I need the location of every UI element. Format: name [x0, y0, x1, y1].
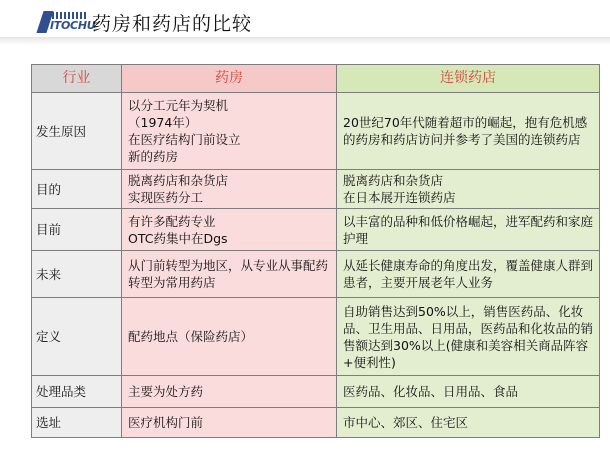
table-row [32, 376, 600, 408]
row-chain-cell [337, 298, 600, 376]
pharmacy-text-line: 医疗机构门前 [128, 415, 204, 430]
pharmacy-text-line: 从门前转型为地区，从专业从事配药转型为常用药店 [128, 258, 329, 290]
table-body [32, 93, 600, 438]
row-category-cell: 目的 [32, 170, 122, 209]
row-pharmacy-cell [122, 209, 337, 251]
chain-text-line: 在日本展开连锁药店 [343, 190, 456, 205]
row-category-cell: 未来 [32, 251, 122, 298]
pharmacy-text-line: 新的药房 [128, 149, 179, 164]
row-pharmacy-cell [122, 408, 337, 438]
table-row [32, 170, 600, 209]
row-chain-cell [337, 376, 600, 408]
chain-text-line: 20世纪70年代随着超市的崛起，抱有危机感的药房和药店访问并参考了美国的连锁药店 [343, 115, 588, 147]
pharmacy-text-line: （1974年） [128, 115, 198, 130]
chain-text-line: 以丰富的品种和低价格崛起，进军配药和家庭护理 [343, 213, 594, 246]
logo-wordmark: ITOCHU [50, 19, 96, 32]
row-pharmacy-cell [122, 93, 337, 170]
header-chain-drugstore: 连锁药店 [337, 65, 600, 93]
header-pharmacy: 药房 [122, 65, 337, 93]
table-row [32, 408, 600, 438]
row-category-cell: 处理品类 [32, 376, 122, 408]
chain-text-line: 市中心、郊区、住宅区 [343, 415, 469, 430]
logo-stripes [48, 12, 88, 19]
table-row [32, 209, 600, 251]
row-chain-cell [337, 408, 600, 438]
table-row [32, 298, 600, 376]
row-chain-cell [337, 209, 600, 251]
itochu-logo [40, 11, 96, 33]
header-category: 行业 [32, 65, 122, 93]
chain-text-line: 从延长健康寿命的角度出发，覆盖健康人群到患者，主要开展老年人业务 [343, 258, 594, 290]
table-row [32, 93, 600, 170]
row-chain-cell [337, 93, 600, 170]
row-pharmacy-cell [122, 376, 337, 408]
pharmacy-text-line: 配药地点（保险药店） [128, 329, 254, 344]
row-pharmacy-cell [122, 170, 337, 209]
row-category-cell: 选址 [32, 408, 122, 438]
page-title: 药房和药店的比较 [92, 13, 253, 35]
row-chain-cell [337, 170, 600, 209]
chain-text-line: 自助销售达到50%以上，销售医药品、化妆品、卫生用品、日用品，医药品和化妆品的销售额达到30%以上(健康和美容相关商品阵容+便利性) [343, 303, 594, 370]
header-divider [0, 37, 610, 45]
pharmacy-text-line: 在医疗结构门前设立 [128, 132, 241, 147]
row-category-cell: 目前 [32, 209, 122, 251]
pharmacy-text-line: OTC药集中在Dgs [128, 230, 228, 246]
row-chain-cell [337, 251, 600, 298]
row-category-cell: 发生原因 [32, 93, 122, 170]
comparison-table [31, 64, 600, 438]
comparison-table-container [31, 64, 599, 438]
row-pharmacy-cell [122, 251, 337, 298]
slide-header [0, 0, 610, 52]
chain-text-line: 脱离药店和杂货店 [343, 173, 444, 188]
pharmacy-text-line: 实现医药分工 [128, 190, 204, 205]
row-pharmacy-cell [122, 298, 337, 376]
pharmacy-text-line: 主要为处方药 [128, 384, 204, 399]
row-category-cell: 定义 [32, 298, 122, 376]
chain-text-line: 医药品、化妆品、日用品、食品 [343, 384, 519, 399]
table-row [32, 251, 600, 298]
table-header-row [32, 65, 600, 93]
pharmacy-text-line: 以分工元年为契机 [128, 98, 229, 113]
pharmacy-text-line: 脱离药店和杂货店 [128, 173, 229, 188]
pharmacy-text-line: 有许多配药专业 [128, 213, 216, 229]
